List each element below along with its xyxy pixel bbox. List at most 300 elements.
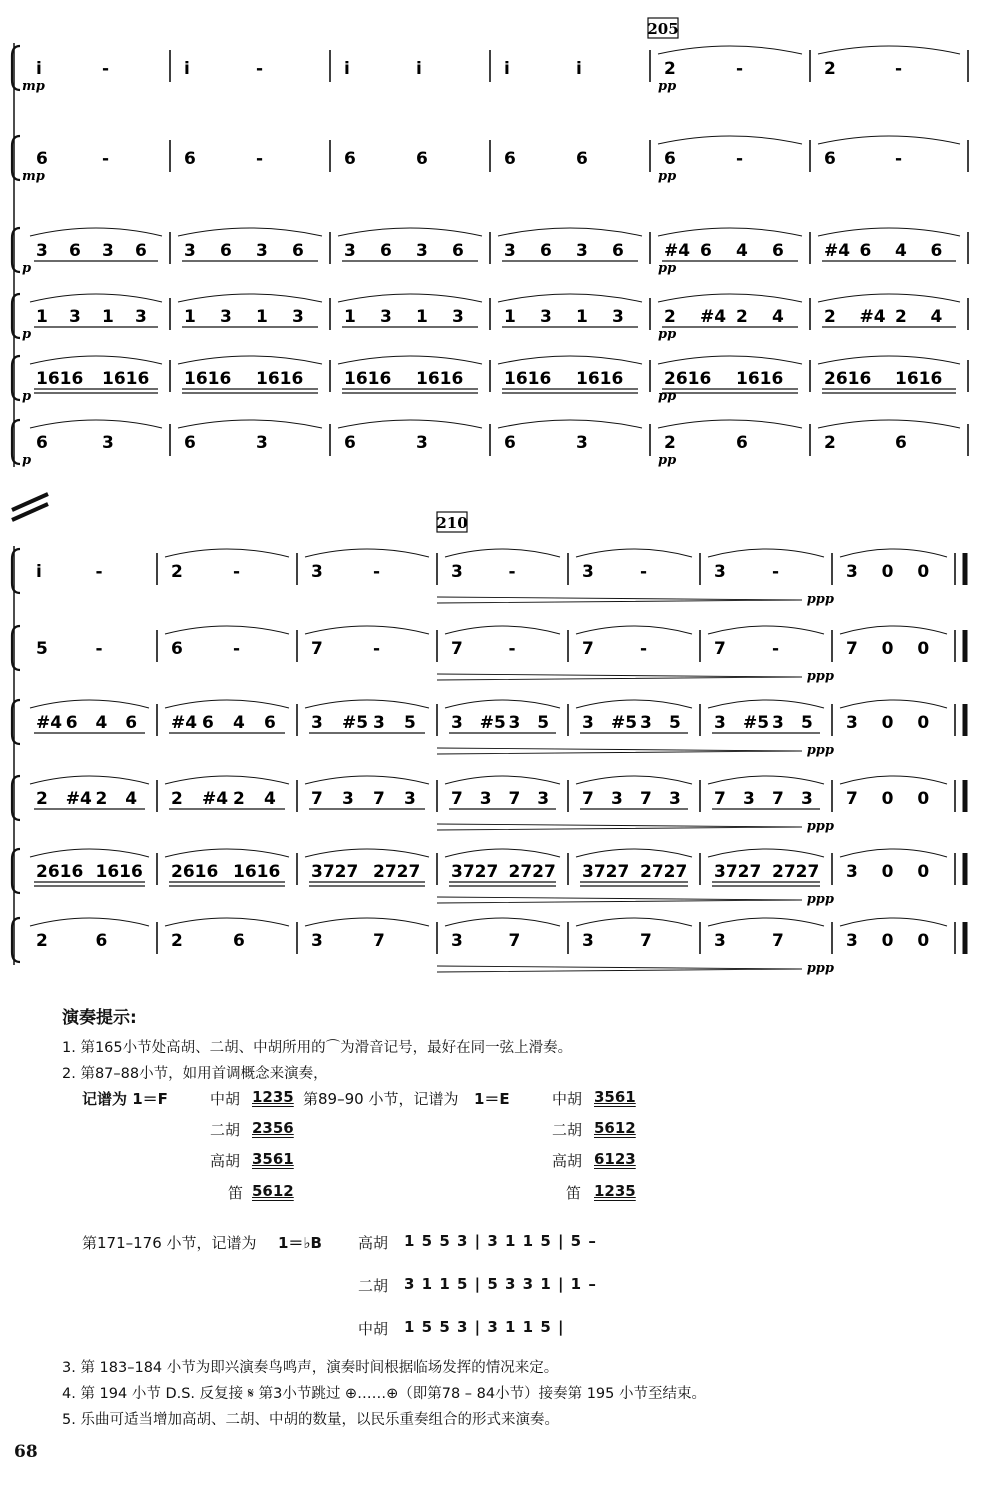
note: 6 [95,931,108,951]
slur [658,420,802,428]
label-gaohu-bb: 高胡 [358,1234,389,1252]
slur [576,776,692,784]
note: 7 [714,639,726,659]
note: 3 [504,241,516,261]
note: 3 [714,713,726,733]
note: 1 [102,307,114,327]
note: #5 [479,713,506,733]
row-bracket [12,356,20,400]
row-bracket [12,294,20,338]
slur [818,136,960,144]
measure [818,136,960,169]
note: 2727 [373,862,421,882]
slur [165,776,289,784]
measure [445,626,560,659]
slur [445,918,560,926]
note: - [640,562,648,582]
note: 2 [36,789,48,809]
slur [840,626,947,634]
note: 1616 [233,862,281,882]
note: 1 [576,307,588,327]
slur [818,356,960,364]
e-erhu-notes: 5612 [594,1119,636,1137]
slur [30,700,149,708]
measure [840,700,947,733]
measure [178,356,322,393]
row-bracket [12,700,20,744]
note: 2 [664,433,676,453]
measure [30,849,149,886]
rehearsal-mark-210 [436,512,467,532]
note: 4 [895,241,907,261]
note: 0 [881,639,894,659]
note: 6 [184,433,196,453]
measure [338,356,482,393]
dynamic-mark: ppp [806,819,834,834]
note: 4 [930,307,943,327]
note: 6 [504,149,516,169]
measure [445,918,560,951]
note: 3727 [311,862,359,882]
note: 3 [311,713,323,733]
note: 7 [451,639,463,659]
note: - [256,149,264,169]
measure [658,136,802,169]
measure [338,228,482,261]
slur [305,849,429,857]
bars-89-90: 第89–90 小节，记谱为 [303,1090,459,1108]
measure [30,918,149,951]
slur [818,420,960,428]
note: 7 [846,789,858,809]
dynamic-mark: pp [658,453,677,468]
note: 7 [582,789,594,809]
note: #5 [743,713,770,733]
note: 7 [714,789,726,809]
note: 3 [311,931,323,951]
note: 1 [256,307,268,327]
dynamic-mark: pp [658,389,677,404]
slur [576,918,692,926]
note: 7 [508,931,521,951]
note: 6 [540,241,552,261]
slur [840,700,947,708]
slur [576,626,692,634]
measure [305,776,429,809]
note: 3 [479,789,492,809]
measure [576,549,692,582]
svg-text:210: 210 [436,514,468,532]
note: 2 [95,789,108,809]
note: 3 [582,713,594,733]
note: 2 [736,307,748,327]
dynamic-mark: pp [658,169,677,184]
dynamic-mark: p [22,261,32,276]
note: 1616 [504,369,552,389]
note-1: 1. 第165小节处高胡、二胡、中胡所用的⌒为滑音记号，最好在同一弦上滑奏。 [62,1040,573,1056]
note: 0 [917,713,930,733]
note: 4 [95,713,108,733]
note: 7 [846,639,858,659]
slur [658,356,802,364]
diminuendo [437,966,802,972]
note: 5 [801,713,813,733]
measure [576,918,692,951]
note: 7 [640,789,652,809]
measure [184,59,263,79]
note: 6 [772,241,784,261]
measure [305,700,429,733]
note: 3 [846,931,858,951]
note: 3 [36,241,48,261]
note: 3 [102,241,114,261]
note: 2 [824,307,836,327]
note: 7 [373,789,385,809]
slur [818,294,960,302]
note: 5 [36,639,48,659]
measure [178,294,322,327]
note-4: 4. 第 194 小节 D.S. 反复接 𝄋 第3小节跳过 ⊕……⊕（即第78 – 84小节）接奏第 195 小节至结束。 [62,1386,706,1402]
measure [36,639,103,659]
measure [445,776,560,809]
measure [708,549,824,582]
note: - [772,639,780,659]
slur [178,294,322,302]
slur [165,549,289,557]
slur [576,549,692,557]
bb-gaohu-notes: 1 5 5 3 | 3 1 1 5 | 5 – [404,1232,597,1250]
row-bracket [12,420,20,464]
note: 2 [895,307,907,327]
slur [576,700,692,708]
bb-erhu-notes: 3 1 1 5 | 5 3 3 1 | 1 – [404,1275,597,1293]
slur [165,918,289,926]
measure [305,849,429,886]
label-di-e: 笛 [566,1184,582,1202]
note: 6 [171,639,183,659]
slur [338,420,482,428]
note: 3 [256,433,268,453]
note-5: 5. 乐曲可适当增加高胡、二胡、中胡的数量，以民乐重奏组合的形式来演奏。 [62,1412,559,1428]
note: 2616 [824,369,872,389]
note: - [895,149,903,169]
note: 3 [256,241,268,261]
measure [576,776,692,809]
measure [305,549,429,582]
note: 3 [611,789,623,809]
f-gaohu-notes: 3561 [252,1150,294,1168]
note: 3 [846,713,858,733]
label-gaohu-f: 高胡 [210,1152,241,1170]
slur [498,420,642,428]
key-bb: 1＝♭B [278,1234,322,1252]
note: 3 [292,307,304,327]
measure [305,918,429,951]
note: 2 [171,789,183,809]
slur [305,549,429,557]
slur [498,228,642,236]
note: 3 [612,307,624,327]
measure [818,420,960,453]
note: 3 [801,789,813,809]
slur [658,46,802,54]
note: 4 [264,789,276,809]
note: 0 [917,562,930,582]
note: 4 [736,241,748,261]
note: 6 [184,149,196,169]
diminuendo [437,748,802,754]
dynamic-mark: ppp [806,743,834,758]
note: #4 [824,241,851,261]
note: 1616 [344,369,392,389]
measure [658,294,802,327]
slur [305,626,429,634]
note: 6 [380,241,392,261]
f-erhu-notes: 2356 [252,1119,294,1137]
note: 1616 [36,369,84,389]
note: 6 [344,433,356,453]
measure [36,562,103,582]
note: i [576,59,582,79]
measure [178,228,322,261]
measure [30,356,162,393]
note: 3 [451,931,463,951]
measure [708,776,824,809]
note: 3727 [451,862,499,882]
note: #4 [171,713,198,733]
measure [658,46,802,79]
note: 0 [917,862,930,882]
measure [840,549,947,582]
note: 3727 [582,862,630,882]
note: 3 [846,862,858,882]
measure [338,294,482,327]
measure [498,228,642,261]
note: 3 [69,307,81,327]
measure [30,228,162,261]
note: 6 [859,241,872,261]
note: 6 [65,713,78,733]
dynamic-mark: ppp [806,961,834,976]
key-e: 1＝E [474,1090,510,1108]
label-erhu-e: 二胡 [552,1121,583,1139]
note: 7 [582,639,594,659]
note: 6 [576,149,588,169]
measure [498,356,642,393]
measure [504,59,582,79]
note: 3 [537,789,550,809]
note-2: 2. 第87–88小节，如用首调概念来演奏， [62,1066,328,1082]
note: 3 [135,307,147,327]
note: - [736,149,744,169]
note: 1616 [102,369,150,389]
measure [708,626,824,659]
slur [840,918,947,926]
label-di-f: 笛 [228,1184,244,1202]
note: 3 [184,241,196,261]
slur [30,420,162,428]
note: i [36,562,42,582]
note: 6 [664,149,676,169]
slur [818,46,960,54]
note: 3 [451,713,463,733]
slur [30,918,149,926]
bb-zhonghu-notes: 1 5 5 3 | 3 1 1 5 | [404,1318,565,1336]
note: 3 [451,562,463,582]
note: 3 [452,307,464,327]
note: #4 [202,789,229,809]
score-system-2 [12,546,965,976]
slur [305,700,429,708]
measure [708,849,824,886]
note: - [373,639,381,659]
note: 3 [220,307,232,327]
note: 7 [311,789,323,809]
note: 7 [508,789,521,809]
dynamic-mark: pp [658,79,677,94]
note: 1 [504,307,516,327]
measure [576,626,692,659]
measure [498,294,642,327]
note: 7 [451,789,463,809]
dynamic-mark: p [22,327,32,342]
note: 0 [881,789,894,809]
note: #4 [700,307,727,327]
measure [818,356,960,393]
measure [658,228,802,261]
measure [36,149,109,169]
diminuendo [437,824,802,830]
slur [658,136,802,144]
note: 3 [311,562,323,582]
note: 3 [576,241,588,261]
note: 2 [233,789,245,809]
slur [165,626,289,634]
measure [658,356,802,393]
label-zhonghu-f: 中胡 [210,1090,241,1108]
note: 6 [135,241,147,261]
slur [708,849,824,857]
measure [36,59,109,79]
note: 6 [736,433,748,453]
note: 2 [664,59,676,79]
note: 2 [36,931,48,951]
dynamic-mark: ppp [806,892,834,907]
note: 3 [640,713,652,733]
measure [165,849,289,886]
note: 5 [669,713,681,733]
note: 2 [824,59,836,79]
note: 6 [612,241,624,261]
note: 3 [582,931,594,951]
measure [840,918,947,951]
slur [445,776,560,784]
slur [30,849,149,857]
note: 4 [772,307,784,327]
note: 3 [846,562,858,582]
row-bracket [12,228,20,272]
note: 6 [202,713,214,733]
note: 3 [508,713,521,733]
note: 1616 [576,369,624,389]
measure [818,294,960,327]
note: 3 [743,789,755,809]
dynamic-mark: pp [658,261,677,276]
slur [708,700,824,708]
slur [178,356,322,364]
note: 2727 [640,862,688,882]
label-gaohu-e: 高胡 [552,1152,583,1170]
bars-171-176: 第171–176 小节，记谱为 [82,1234,257,1252]
note: 2 [171,562,183,582]
slur [576,849,692,857]
slur [305,918,429,926]
note: 3 [102,433,114,453]
slur [165,700,289,708]
measure [338,420,482,453]
page-number: 68 [14,1442,38,1462]
note: 6 [895,433,907,453]
slur [840,849,947,857]
slur [305,776,429,784]
measure [30,420,162,453]
note: 3 [714,931,726,951]
note: 3 [582,562,594,582]
measure [165,549,289,582]
slur [338,228,482,236]
slur [165,849,289,857]
f-zhonghu-notes: 1235 [252,1088,294,1106]
note: - [772,562,780,582]
slur [708,918,824,926]
label-zhonghu-e: 中胡 [552,1090,583,1108]
measure [178,420,322,453]
note: 0 [881,562,894,582]
label-zhonghu-bb: 中胡 [358,1320,389,1338]
note: 1 [344,307,356,327]
note: #4 [664,241,691,261]
key-f: 记谱为 1＝F [82,1090,168,1108]
note: 7 [373,931,385,951]
note: 1616 [95,862,143,882]
note: 4 [125,789,138,809]
row-bracket [12,626,20,670]
note: 5 [404,713,416,733]
note: i [504,59,510,79]
row-bracket [12,46,20,90]
note: #4 [65,789,92,809]
slur [178,228,322,236]
note: #5 [342,713,369,733]
note: 3 [540,307,552,327]
measure [504,149,588,169]
measure [708,918,824,951]
note: - [736,59,744,79]
note: 7 [772,789,784,809]
measure [165,626,289,659]
measure [165,918,289,951]
f-di-notes: 5612 [252,1182,294,1200]
note: - [95,562,103,582]
measure [165,700,289,733]
note: 2727 [772,862,820,882]
note: - [373,562,381,582]
measure [840,849,947,882]
dynamic-mark: ppp [806,669,834,684]
svg-text:205: 205 [647,20,679,38]
note: - [508,562,516,582]
note: 3 [416,241,428,261]
